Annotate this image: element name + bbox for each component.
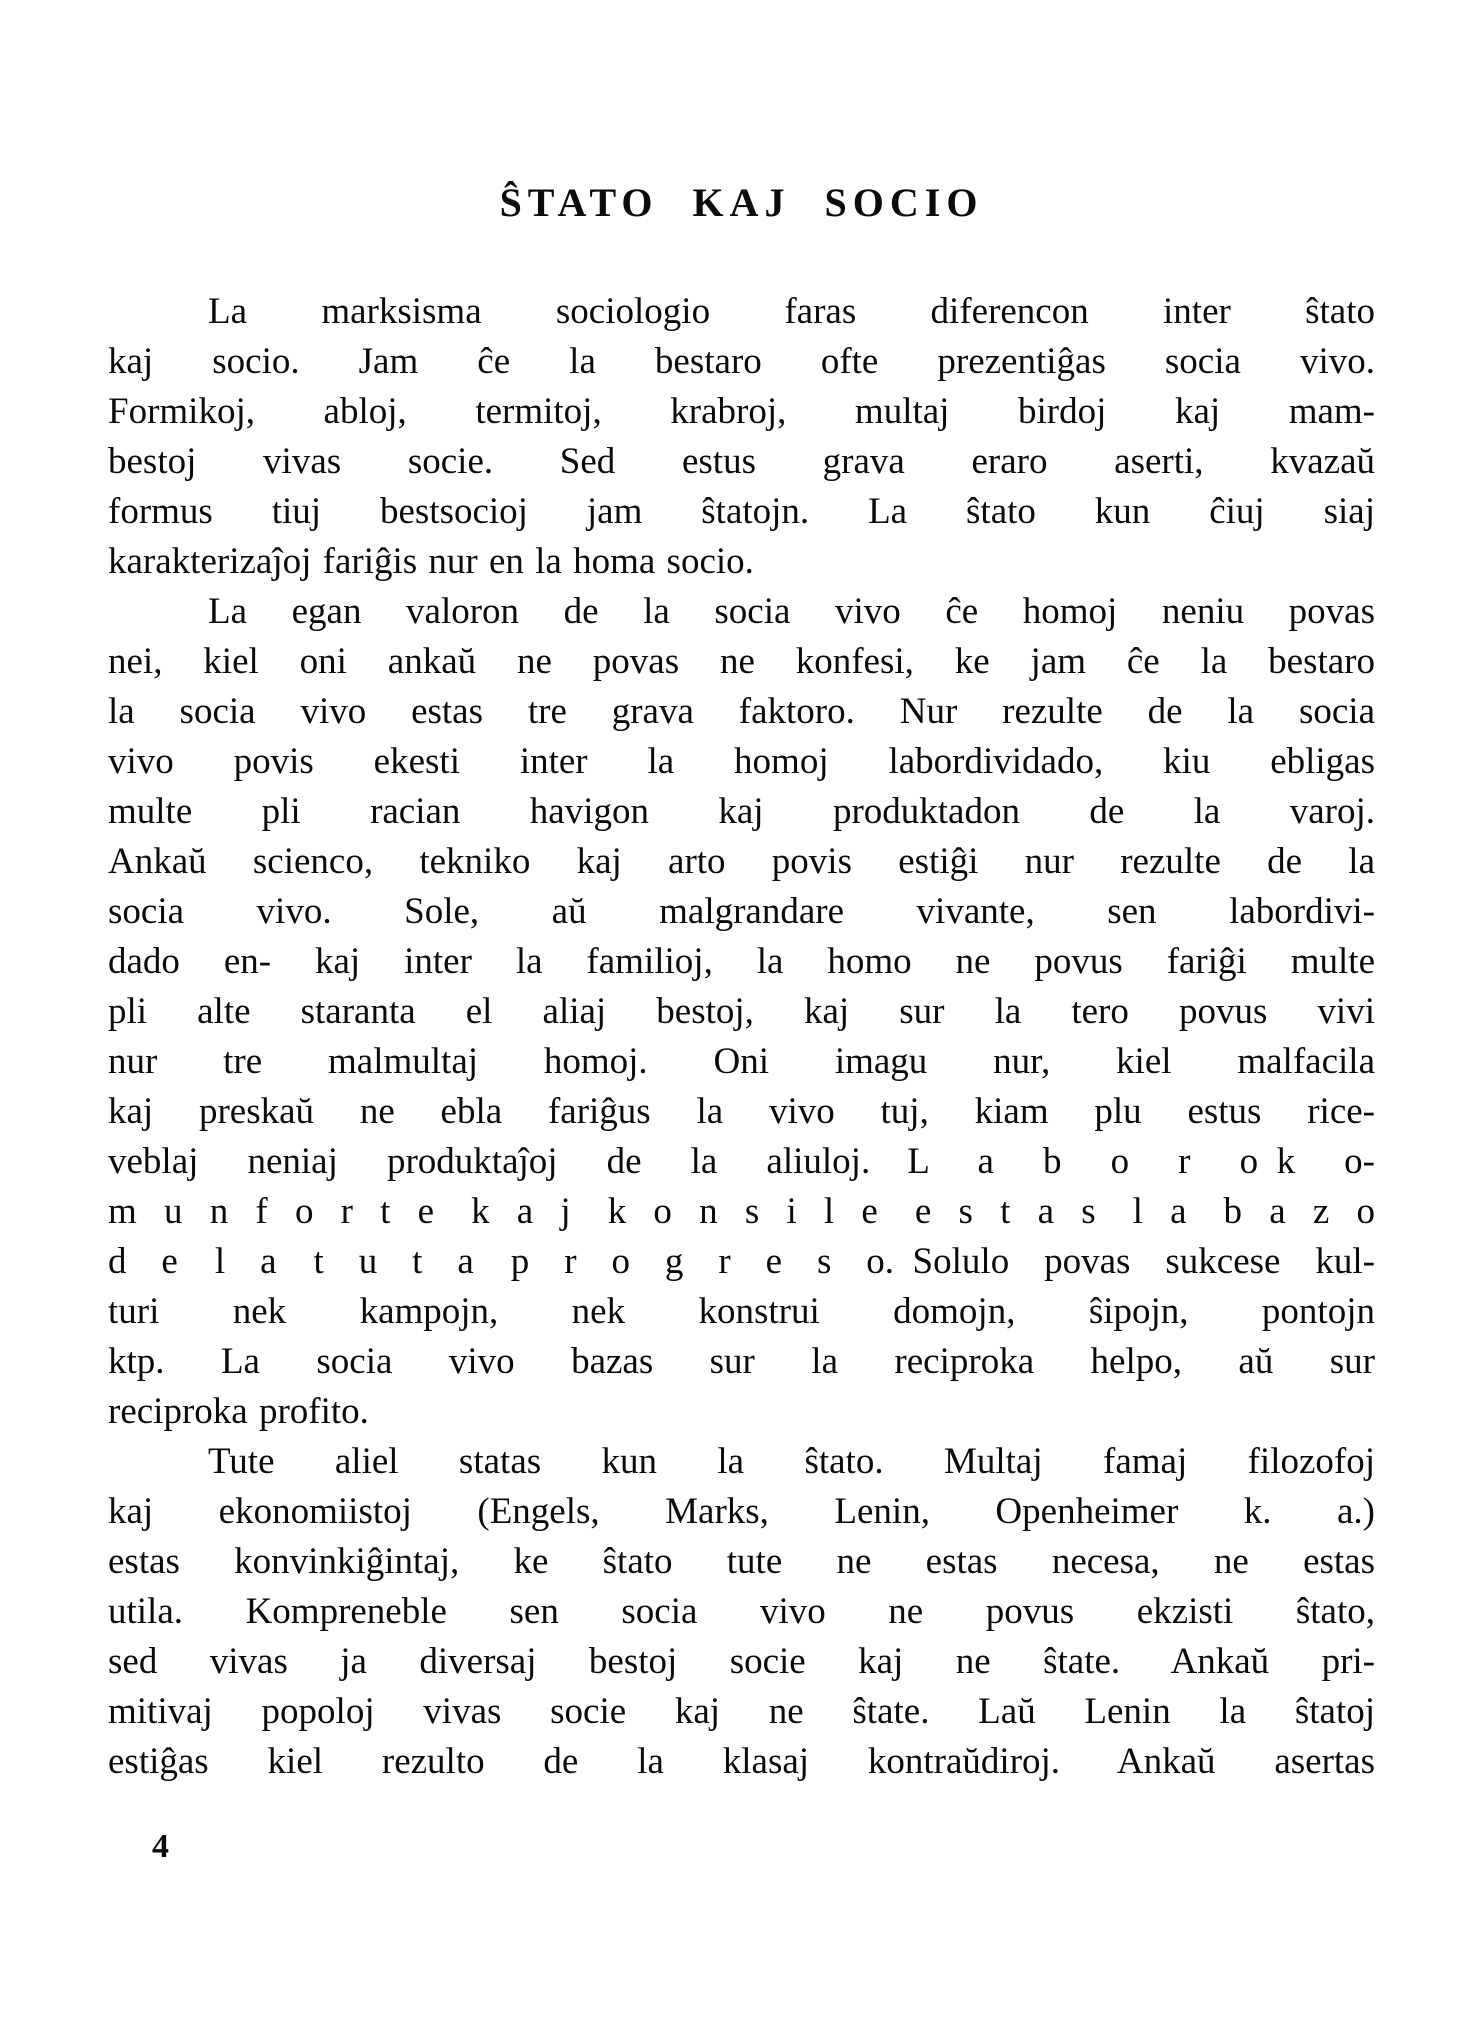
- text-line: la socia vivo estas tre grava faktoro. Nur rezulte de la socia: [108, 691, 1375, 732]
- text-line: veblaj neniaj produktaĵoj de la aliuloj. L a b o r o k o-: [108, 1141, 1375, 1182]
- text-line: Formikoj, abloj, termitoj, krabroj, multaj birdoj kaj mam-: [108, 391, 1375, 432]
- text-line: formus tiuj bestsocioj jam ŝtatojn. La ŝtato kun ĉiuj siaj: [108, 491, 1375, 532]
- text-line: dado en- kaj inter la familioj, la homo ne povus fariĝi multe: [108, 941, 1375, 982]
- text-line: karakterizaĵoj fariĝis nur en la homa socio.: [108, 541, 754, 582]
- text-line: sed vivas ja diversaj bestoj socie kaj ne ŝtate. Ankaŭ pri-: [108, 1641, 1375, 1682]
- text-line: bestoj vivas socie. Sed estus grava eraro aserti, kvazaŭ: [108, 441, 1375, 482]
- text-line: m u n f o r t e k a j k o n s i l e e s t a s l a b a z o: [108, 1191, 1375, 1232]
- text-line: utila. Kompreneble sen socia vivo ne povus ekzisti ŝtato,: [108, 1591, 1375, 1632]
- text-line: socia vivo. Sole, aŭ malgrandare vivante, sen labordivi-: [108, 891, 1375, 932]
- text-line: mitivaj popoloj vivas socie kaj ne ŝtate. Laŭ Lenin la ŝtatoj: [108, 1691, 1375, 1732]
- text-line: kaj preskaŭ ne ebla fariĝus la vivo tuj, kiam plu estus rice-: [108, 1091, 1375, 1132]
- text-line: ktp. La socia vivo bazas sur la reciproka helpo, aŭ sur: [108, 1341, 1375, 1382]
- body-text: [108, 287, 1375, 1787]
- text-line: Tute aliel statas kun la ŝtato. Multaj famaj filozofoj: [208, 1441, 1375, 1482]
- text-line: pli alte staranta el aliaj bestoj, kaj sur la tero povus vivi: [108, 991, 1375, 1032]
- text-line: Ankaŭ scienco, tekniko kaj arto povis estiĝi nur rezulte de la: [108, 841, 1375, 882]
- text-line: La egan valoron de la socia vivo ĉe homoj neniu povas: [208, 591, 1375, 632]
- text-line: reciproka profito.: [108, 1391, 369, 1432]
- text-line: estiĝas kiel rezulto de la klasaj kontraŭdiroj. Ankaŭ asertas: [108, 1741, 1375, 1782]
- text-line: d e l a t u t a p r o g r e s o. Solulo povas sukcese kul-: [108, 1241, 1375, 1282]
- text-line: estas konvinkiĝintaj, ke ŝtato tute ne estas necesa, ne estas: [108, 1541, 1375, 1582]
- page-number: 4: [152, 1828, 169, 1865]
- text-line: turi nek kampojn, nek konstrui domojn, ŝipojn, pontojn: [108, 1291, 1375, 1332]
- text-line: La marksisma sociologio faras diferencon inter ŝtato: [208, 291, 1375, 332]
- page-title: ŜTATO KAJ SOCIO: [499, 180, 984, 225]
- text-line: vivo povis ekesti inter la homoj labordividado, kiu ebligas: [108, 741, 1375, 782]
- text-line: multe pli racian havigon kaj produktadon de la varoj.: [108, 791, 1375, 832]
- text-line: nei, kiel oni ankaŭ ne povas ne konfesi, ke jam ĉe la bestaro: [108, 641, 1375, 682]
- text-line: kaj ekonomiistoj (Engels, Marks, Lenin, Openheimer k. a.): [108, 1491, 1375, 1532]
- text-line: kaj socio. Jam ĉe la bestaro ofte prezentiĝas socia vivo.: [108, 341, 1375, 382]
- text-line: nur tre malmultaj homoj. Oni imagu nur, kiel malfacila: [108, 1041, 1375, 1082]
